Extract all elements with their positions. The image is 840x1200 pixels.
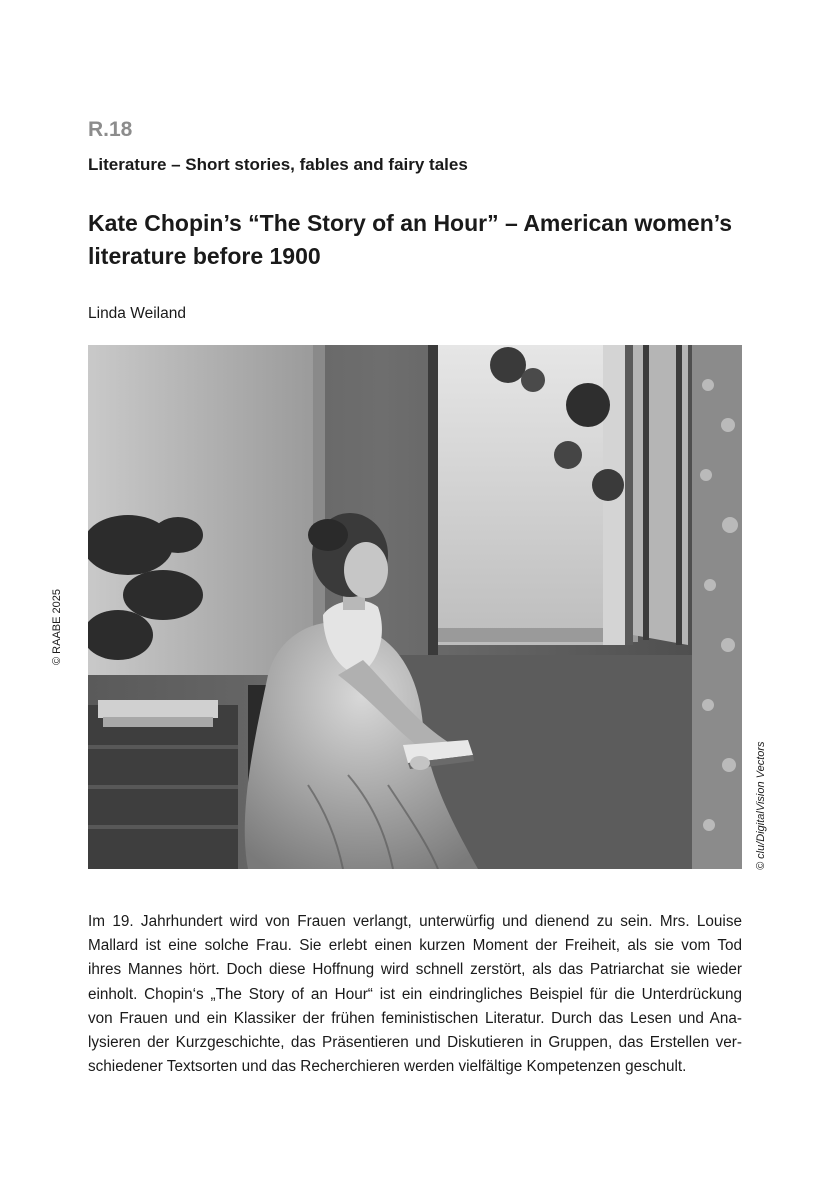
image-credit: © clu/DigitalVision Vectors [755, 741, 767, 870]
illustration-woman-reading [88, 345, 742, 869]
abstract-line: Mallard ist eine solche Frau. Sie erlebt einen kurzen Moment der Freiheit, als sie vom Tod [88, 937, 742, 955]
title-line-2: literature before 1900 [88, 243, 321, 269]
abstract-line: von Frauen und ein Klassiker der frühen feministischen Literatur. Durch das Lesen und Ana- [88, 1009, 742, 1027]
page-title [88, 207, 748, 273]
title-line-1: Kate Chopin’s “The Story of an Hour” – American women’s [88, 210, 733, 236]
abstract-paragraph [88, 910, 742, 1079]
abstract-line: ihres Mannes hört. Doch diese Hoffnung wird schnell zerstört, als das Patriarchat sie wieder [88, 961, 742, 979]
abstract-line: lysieren der Kurzgeschichte, das Präsentieren und Diskutieren in Gruppen, das Erstellen ver- [88, 1034, 742, 1052]
author-name: Linda Weiland [88, 305, 186, 322]
publisher-copyright: © RAABE 2025 [51, 589, 63, 665]
category-heading: Literature – Short stories, fables and fairy tales [88, 155, 468, 174]
photo-image [88, 345, 742, 869]
abstract-line: einholt. Chopin‘s „The Story of an Hour“ ist ein eindringliches Beispiel für die Unterdrückung [88, 985, 742, 1003]
abstract-line: Im 19. Jahrhundert wird von Frauen verlangt, unterwürfig und dienend zu sein. Mrs. Louise [88, 913, 742, 930]
series-code: R.18 [88, 118, 133, 141]
abstract-line: schiedener Textsorten und das Recherchieren werden vielfältige Kompetenzen geschult. [88, 1058, 687, 1076]
